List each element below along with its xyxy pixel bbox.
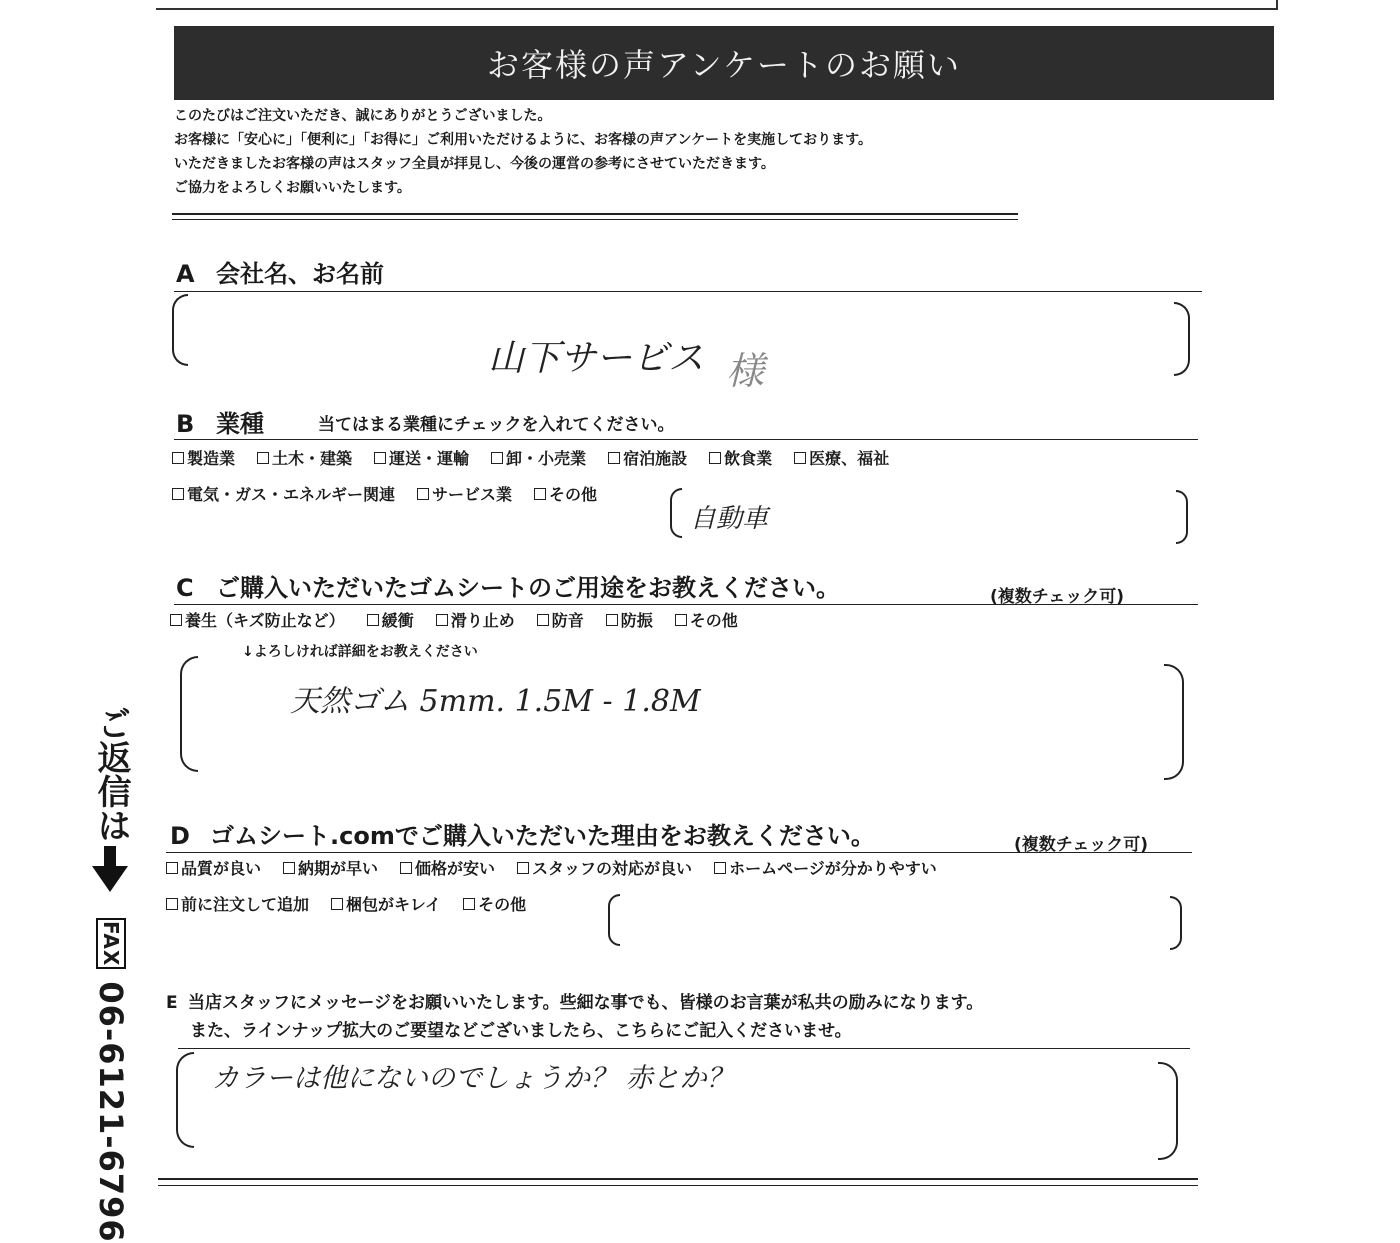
checkbox[interactable] <box>709 452 721 464</box>
industry-option[interactable]: 電気・ガス・エネルギー関連 <box>172 482 395 505</box>
checkbox[interactable] <box>331 898 343 910</box>
industry-options-row1 <box>172 446 889 469</box>
industry-other-answer[interactable]: 自動車 <box>690 504 769 534</box>
message-bracket-left <box>176 1052 194 1148</box>
divider <box>178 1048 1190 1049</box>
usage-option[interactable]: 防振 <box>606 608 653 631</box>
multi-check-note: (複数チェック可) <box>1014 835 1149 855</box>
divider <box>172 219 1018 220</box>
industry-option[interactable]: 卸・小売業 <box>491 446 586 469</box>
checkbox[interactable] <box>534 488 546 500</box>
intro-line: お客様に「安心に」「便利に」「お得に」ご利用いただけるように、お客様の声アンケートを実施しております。 <box>174 132 873 148</box>
section-b-note: 当てはまる業種にチェックを入れてください。 <box>318 415 675 435</box>
industry-option[interactable]: 製造業 <box>172 446 235 469</box>
checkbox[interactable] <box>606 614 618 626</box>
checkbox[interactable] <box>794 452 806 464</box>
checkbox[interactable] <box>675 614 687 626</box>
section-d-label: ゴムシート.comでご購入いただいた理由をお教えください。 <box>210 822 875 850</box>
industry-option[interactable]: 医療、福祉 <box>794 446 889 469</box>
checkbox[interactable] <box>517 862 529 874</box>
checkbox[interactable] <box>417 488 429 500</box>
checkbox[interactable] <box>463 898 475 910</box>
reason-other-bracket-left <box>608 894 620 946</box>
industry-option[interactable]: 土木・建築 <box>257 446 352 469</box>
reason-options-row1 <box>166 856 937 879</box>
answer-bracket-right <box>1174 302 1190 376</box>
checkbox[interactable] <box>166 862 178 874</box>
checkbox[interactable] <box>257 452 269 464</box>
message-answer[interactable]: カラーは他にないのでしょうか？ 赤とか？ <box>212 1063 734 1094</box>
reason-option[interactable]: ホームページが分かりやすい <box>714 856 937 879</box>
intro-line: このたびはご注文いただき、誠にありがとうございました。 <box>174 108 552 124</box>
intro-line: いただきましたお客様の声はスタッフ全員が拝見し、今後の運営の参考にさせていただきます。 <box>174 156 775 172</box>
checkbox[interactable] <box>172 488 184 500</box>
checkbox[interactable] <box>172 452 184 464</box>
divider <box>158 1178 1198 1180</box>
fax-block <box>90 918 130 1243</box>
reason-option[interactable]: 価格が安い <box>400 856 495 879</box>
industry-options-row2 <box>172 482 597 505</box>
survey-header <box>174 26 1274 100</box>
intro-line: ご協力をよろしくお願いいたします。 <box>174 180 411 196</box>
checkbox[interactable] <box>491 452 503 464</box>
company-name-answer[interactable]: 山下サービス <box>488 338 705 379</box>
section-e-letter: E <box>166 993 178 1013</box>
fax-number[interactable]: 06-6121-6796 <box>92 981 130 1243</box>
honorific-suffix: 様 <box>726 349 765 393</box>
divider <box>166 852 1192 853</box>
checkbox[interactable] <box>400 862 412 874</box>
checkbox[interactable] <box>608 452 620 464</box>
section-b-letter: B <box>176 410 195 438</box>
reason-option[interactable]: その他 <box>463 892 526 915</box>
divider <box>172 213 1018 215</box>
detail-bracket-right <box>1164 664 1184 780</box>
reason-option[interactable]: 梱包がキレイ <box>331 892 441 915</box>
down-arrow-icon <box>92 866 128 892</box>
multi-check-note: (複数チェック可) <box>990 587 1125 607</box>
checkbox[interactable] <box>283 862 295 874</box>
divider <box>158 1185 1198 1186</box>
section-d-title <box>170 816 875 851</box>
checkbox[interactable] <box>374 452 386 464</box>
section-e-line1: E 当店スタッフにメッセージをお願いいたします。些細な事でも、皆様のお言葉が私共の励みになります。 <box>166 993 984 1013</box>
checkbox[interactable] <box>367 614 379 626</box>
reason-other-bracket-right <box>1170 896 1182 950</box>
detail-bracket-left <box>180 656 198 772</box>
section-e-line2: また、ラインナップ拡大のご要望などございましたら、こちらにご記入くださいませ。 <box>190 1021 852 1041</box>
section-c-letter: C <box>176 574 194 602</box>
divider <box>174 604 1198 605</box>
usage-option[interactable]: 緩衝 <box>367 608 414 631</box>
answer-bracket-left <box>172 294 188 366</box>
section-b-label: 業種 <box>216 410 264 438</box>
section-d-letter: D <box>170 822 190 850</box>
reason-option[interactable]: 品質が良い <box>166 856 261 879</box>
section-c-title <box>176 568 840 603</box>
usage-option[interactable]: 滑り止め <box>436 608 515 631</box>
checkbox[interactable] <box>166 898 178 910</box>
industry-option[interactable]: 運送・運輸 <box>374 446 469 469</box>
survey-title: お客様の声アンケートのお願い <box>486 46 962 84</box>
section-a-letter: A <box>176 260 195 288</box>
top-frame-border <box>156 0 1278 10</box>
intro-text <box>174 104 872 200</box>
section-a-label: 会社名、お名前 <box>216 260 384 288</box>
usage-detail-answer[interactable]: 天然ゴム 5mm. 1.5M - 1.8M <box>290 684 701 719</box>
industry-option[interactable]: 飲食業 <box>709 446 772 469</box>
usage-options <box>170 608 738 631</box>
checkbox[interactable] <box>436 614 448 626</box>
reason-options-row2 <box>166 892 526 915</box>
checkbox[interactable] <box>537 614 549 626</box>
industry-option[interactable]: その他 <box>534 482 597 505</box>
section-c-label: ご購入いただいたゴムシートのご用途をお教えください。 <box>216 574 840 602</box>
fax-badge: FAX <box>96 918 126 969</box>
divider <box>174 291 1202 292</box>
checkbox[interactable] <box>170 614 182 626</box>
message-bracket-right <box>1158 1062 1178 1160</box>
detail-prompt: ↓よろしければ詳細をお教えください <box>242 644 478 660</box>
reason-option[interactable]: 前に注文して追加 <box>166 892 309 915</box>
section-a-title <box>176 254 384 289</box>
reason-option[interactable]: スタッフの対応が良い <box>517 856 692 879</box>
down-arrow-icon <box>104 846 116 868</box>
usage-option[interactable]: 養生（キズ防止など） <box>170 608 345 631</box>
reason-option[interactable]: 納期が早い <box>283 856 378 879</box>
other-bracket-left <box>670 488 682 538</box>
usage-option[interactable]: その他 <box>675 608 738 631</box>
divider <box>174 439 1198 440</box>
usage-option[interactable]: 防音 <box>537 608 584 631</box>
reply-label: ご返信は <box>91 706 131 842</box>
checkbox[interactable] <box>714 862 726 874</box>
industry-option[interactable]: サービス業 <box>417 482 512 505</box>
section-b-title <box>176 404 264 439</box>
industry-option[interactable]: 宿泊施設 <box>608 446 687 469</box>
other-bracket-right <box>1176 490 1188 544</box>
